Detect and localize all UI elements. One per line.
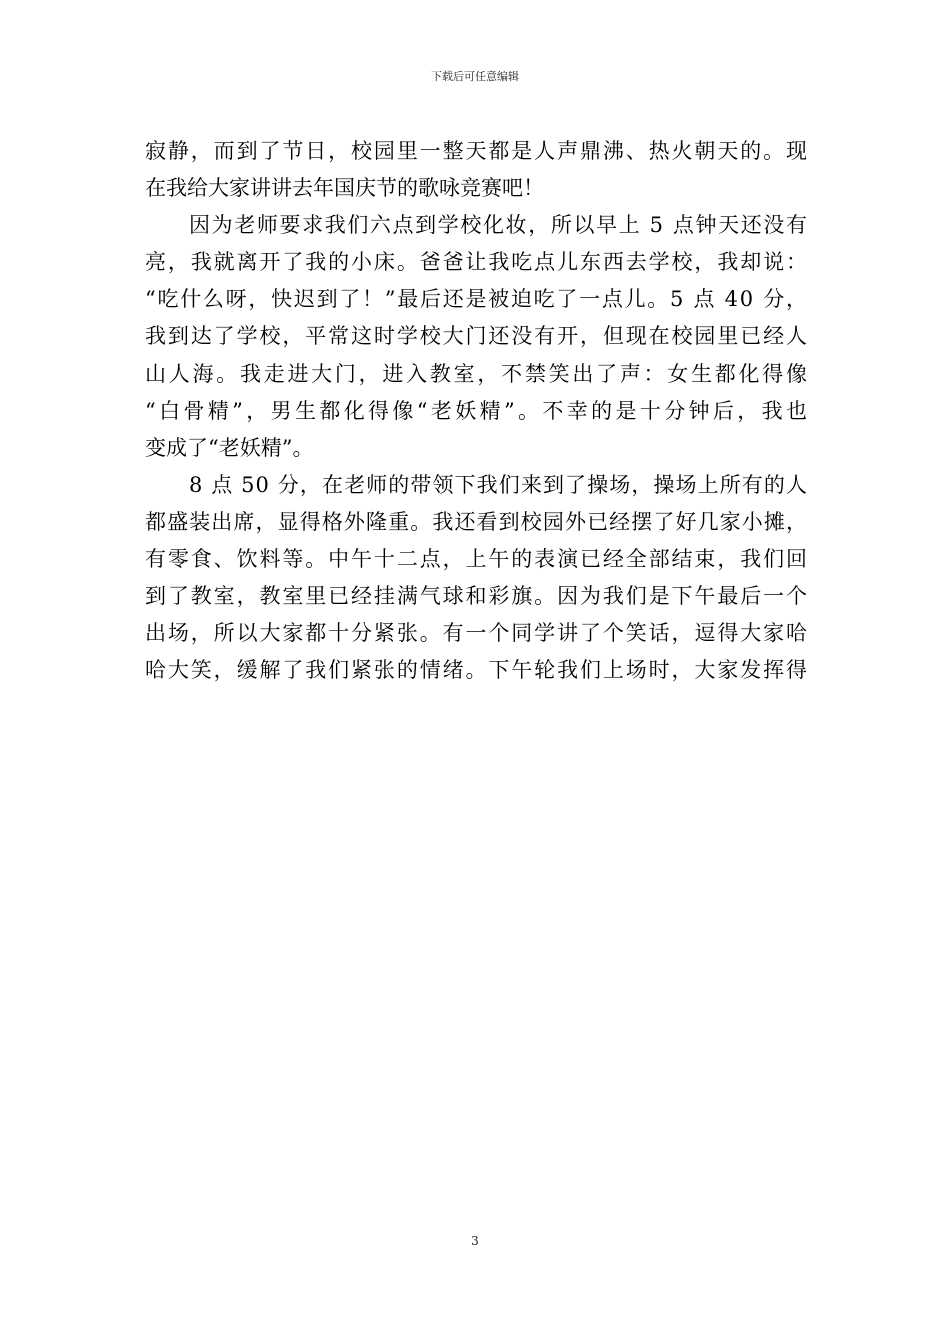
text-line: 都盛装出席，显得格外隆重。我还看到校园外已经摆了好几家小摊， bbox=[145, 509, 809, 534]
text-line: 有零食、饮料等。中午十二点，上午的表演已经全部结束，我们回 bbox=[145, 547, 809, 572]
text-line: “白骨精”，男生都化得像“老妖精”。不幸的是十分钟后，我也 bbox=[145, 398, 811, 423]
text-line: 8 点 50 分，在老师的带领下我们来到了操场，操场上所有的人 bbox=[189, 472, 809, 497]
body-text bbox=[145, 133, 811, 689]
text-line: 我到达了学校，平常这时学校大门还没有开，但现在校园里已经人 bbox=[145, 324, 809, 349]
text-line: 到了教室，教室里已经挂满气球和彩旗。因为我们是下午最后一个 bbox=[145, 584, 809, 609]
text-line: “吃什么呀，快迟到了！”最后还是被迫吃了一点儿。5 点 40 分， bbox=[145, 287, 809, 312]
text-line: 出场，所以大家都十分紧张。有一个同学讲了个笑话，逗得大家哈 bbox=[145, 621, 809, 646]
text-line: 山人海。我走进大门，进入教室，不禁笑出了声：女生都化得像 bbox=[145, 361, 810, 386]
text-line: 亮，我就离开了我的小床。爸爸让我吃点儿东西去学校，我却说： bbox=[145, 250, 809, 275]
page-header-note: 下载后可任意编辑 bbox=[431, 70, 519, 83]
text-line: 寂静，而到了节日，校园里一整天都是人声鼎沸、热火朝天的。现 bbox=[145, 139, 809, 163]
text-line: 哈大笑，缓解了我们紧张的情绪。下午轮我们上场时，大家发挥得 bbox=[145, 658, 809, 683]
text-line: 变成了“老妖精”。 bbox=[145, 435, 314, 460]
page-number: 3 bbox=[471, 1234, 479, 1248]
text-line: 因为老师要求我们六点到学校化妆，所以早上 5 点钟天还没有 bbox=[189, 213, 809, 238]
text-line: 在我给大家讲讲去年国庆节的歌咏竞赛吧！ bbox=[145, 176, 544, 201]
